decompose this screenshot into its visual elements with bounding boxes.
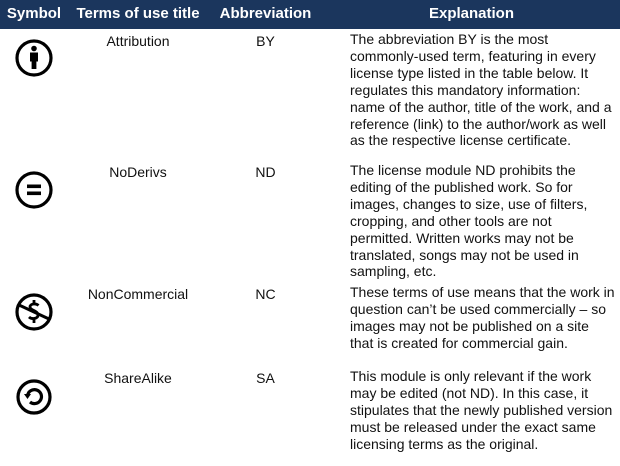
noderivs-icon xyxy=(14,170,54,214)
header-abbreviation: Abbreviation xyxy=(219,4,312,22)
terms-title-cell: Attribution xyxy=(106,33,170,49)
table-row xyxy=(0,366,620,466)
table-header-row xyxy=(0,0,620,29)
terms-title-cell: NonCommercial xyxy=(87,286,189,302)
abbreviation-cell: BY xyxy=(256,33,275,49)
abbreviation-cell: SA xyxy=(256,370,275,386)
symbol-cell xyxy=(0,366,68,466)
abbreviation-cell: NC xyxy=(255,286,276,302)
symbol-cell xyxy=(0,282,68,366)
header-terms-title: Terms of use title xyxy=(76,4,200,22)
table-row xyxy=(0,29,620,160)
attribution-icon xyxy=(14,38,54,82)
explanation-cell: The abbreviation BY is the most commonly-used term, featuring in every license type listed in the table below. It regulates this mandatory information: name of the author, title of the work, and a reference (link) to the author/work as well as the respective license certificate. xyxy=(350,31,612,149)
sharealike-icon xyxy=(14,377,54,421)
abbreviation-cell: ND xyxy=(255,164,276,180)
explanation-cell: These terms of use means that the work in question can’t be used commercially – so images may not be published on a site that is created for commercial gain. xyxy=(350,284,615,351)
symbol-cell xyxy=(0,160,68,282)
symbol-cell xyxy=(0,29,68,160)
explanation-cell: The license module ND prohibits the editing of the published work. So for images, changes to size, use of filters, cropping, and other tools are not permitted. Written works may not be translated, songs may not be used in sampling, etc. xyxy=(350,162,588,280)
explanation-cell: This module is only relevant if the work may be edited (not ND). In this case, it stipulates that the newly published version must be released under the exact same licensing terms as the original. xyxy=(350,368,613,452)
table-row xyxy=(0,160,620,282)
table-row xyxy=(0,282,620,366)
header-explanation: Explanation xyxy=(428,4,514,22)
noncommercial-icon xyxy=(14,292,54,336)
terms-title-cell: ShareAlike xyxy=(104,370,172,386)
terms-title-cell: NoDerivs xyxy=(109,164,167,180)
header-symbol: Symbol xyxy=(6,4,62,22)
